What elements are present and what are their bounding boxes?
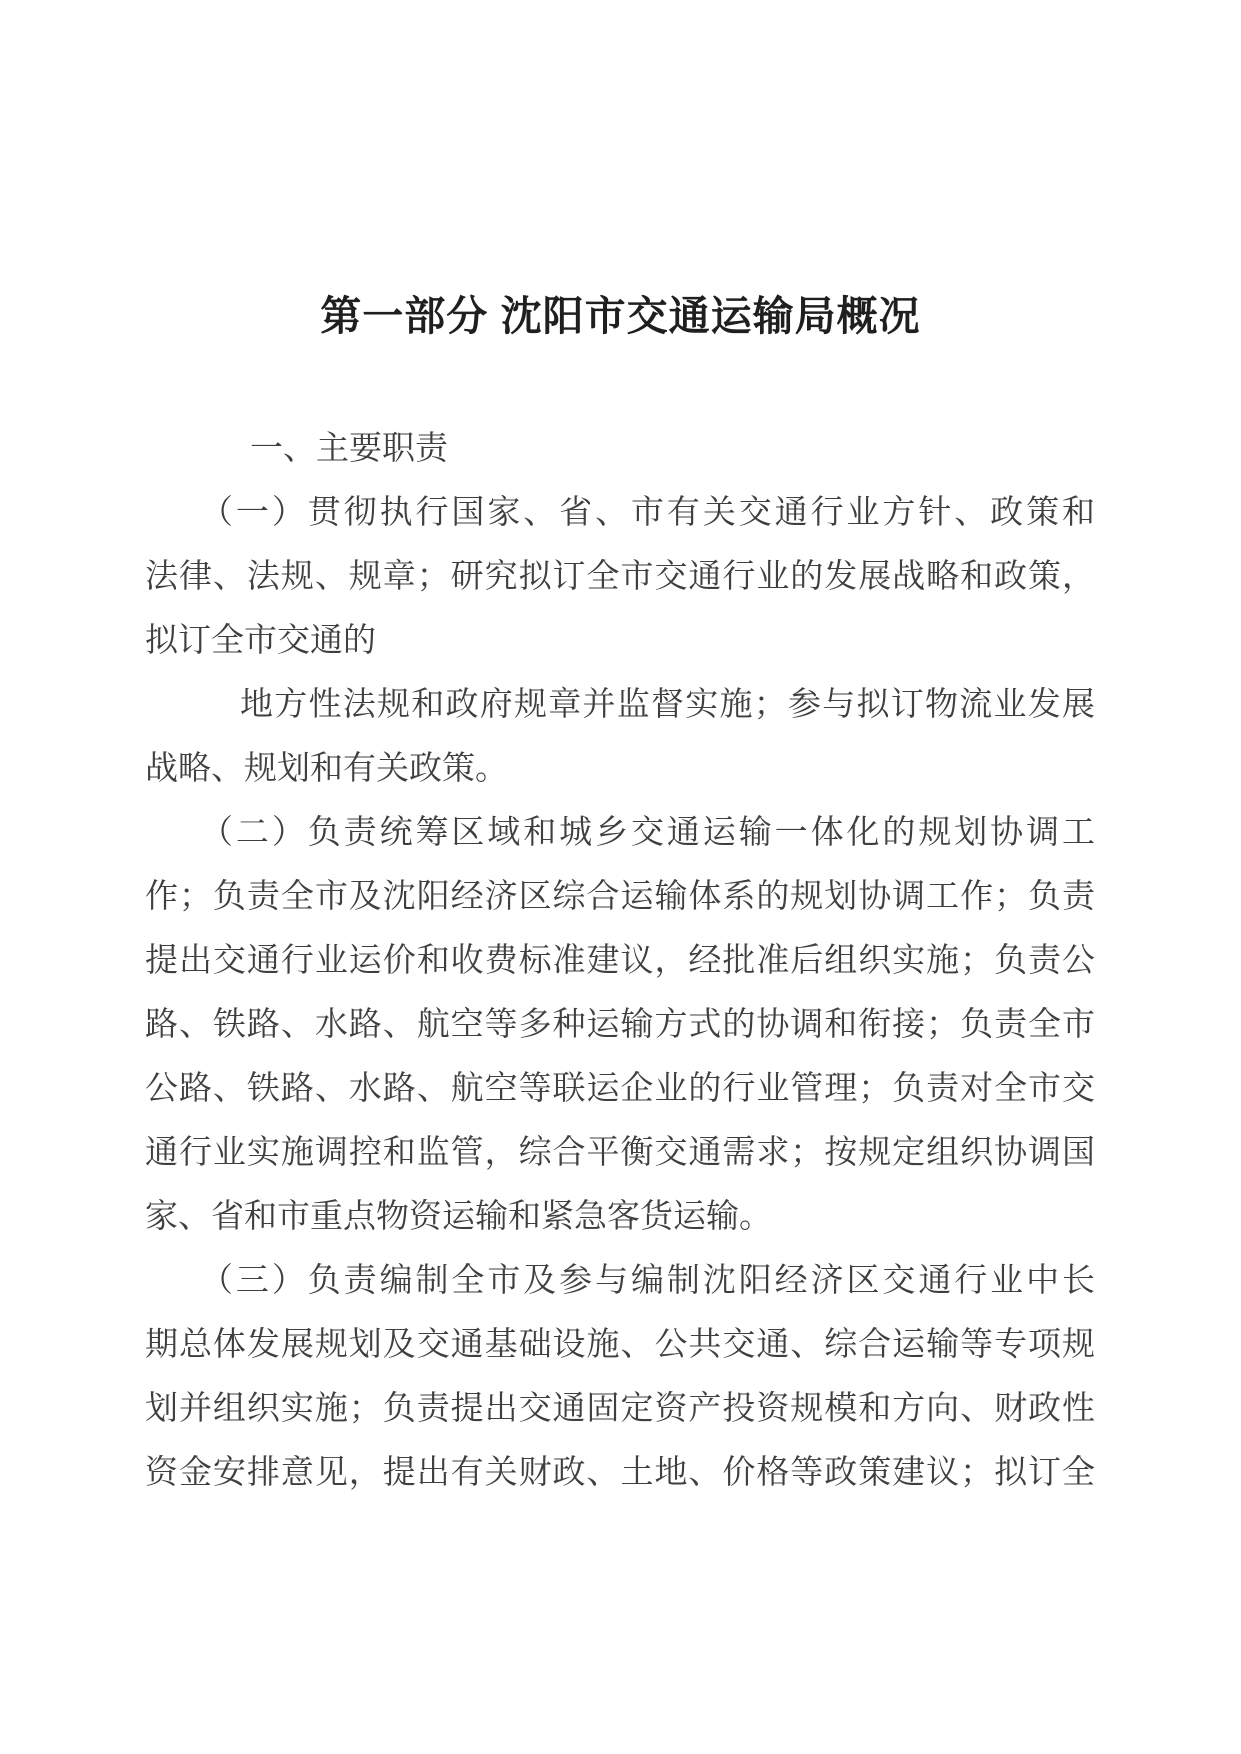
text-line: 战略、规划和有关政策。	[145, 749, 508, 786]
text-line: 法律、法规、规章；研究拟订全市交通行业的发展战略和政策，	[145, 557, 1095, 594]
text-line: 划并组织实施；负责提出交通固定资产投资规模和方向、财政性	[145, 1389, 1095, 1426]
text-line: 期总体发展规划及交通基础设施、公共交通、综合运输等专项规	[145, 1325, 1095, 1362]
text-line: 路、铁路、水路、航空等多种运输方式的协调和衔接；负责全市	[145, 1005, 1095, 1042]
text-line: 家、省和市重点物资运输和紧急客货运输。	[145, 1197, 772, 1234]
text-line: 作；负责全市及沈阳经济区综合运输体系的规划协调工作；负责	[145, 877, 1095, 914]
document-title: 第一部分 沈阳市交通运输局概况	[320, 293, 921, 339]
text-line: 公路、铁路、水路、航空等联运企业的行业管理；负责对全市交	[145, 1069, 1095, 1106]
text-line: （一）贯彻执行国家、省、市有关交通行业方针、政策和	[200, 493, 1095, 530]
text-line: 拟订全市交通的	[145, 621, 376, 658]
text-line: 提出交通行业运价和收费标准建议，经批准后组织实施；负责公	[145, 941, 1095, 978]
text-line: （三）负责编制全市及参与编制沈阳经济区交通行业中长	[200, 1261, 1095, 1298]
text-line: 地方性法规和政府规章并监督实施；参与拟订物流业发展	[240, 685, 1095, 722]
text-line: 通行业实施调控和监管，综合平衡交通需求；按规定组织协调国	[145, 1133, 1095, 1170]
text-line: （二）负责统筹区域和城乡交通运输一体化的规划协调工	[200, 813, 1095, 850]
text-line: 资金安排意见，提出有关财政、土地、价格等政策建议；拟订全	[145, 1453, 1095, 1490]
section-heading: 一、主要职责	[250, 429, 448, 466]
document-body	[145, 416, 1095, 1504]
